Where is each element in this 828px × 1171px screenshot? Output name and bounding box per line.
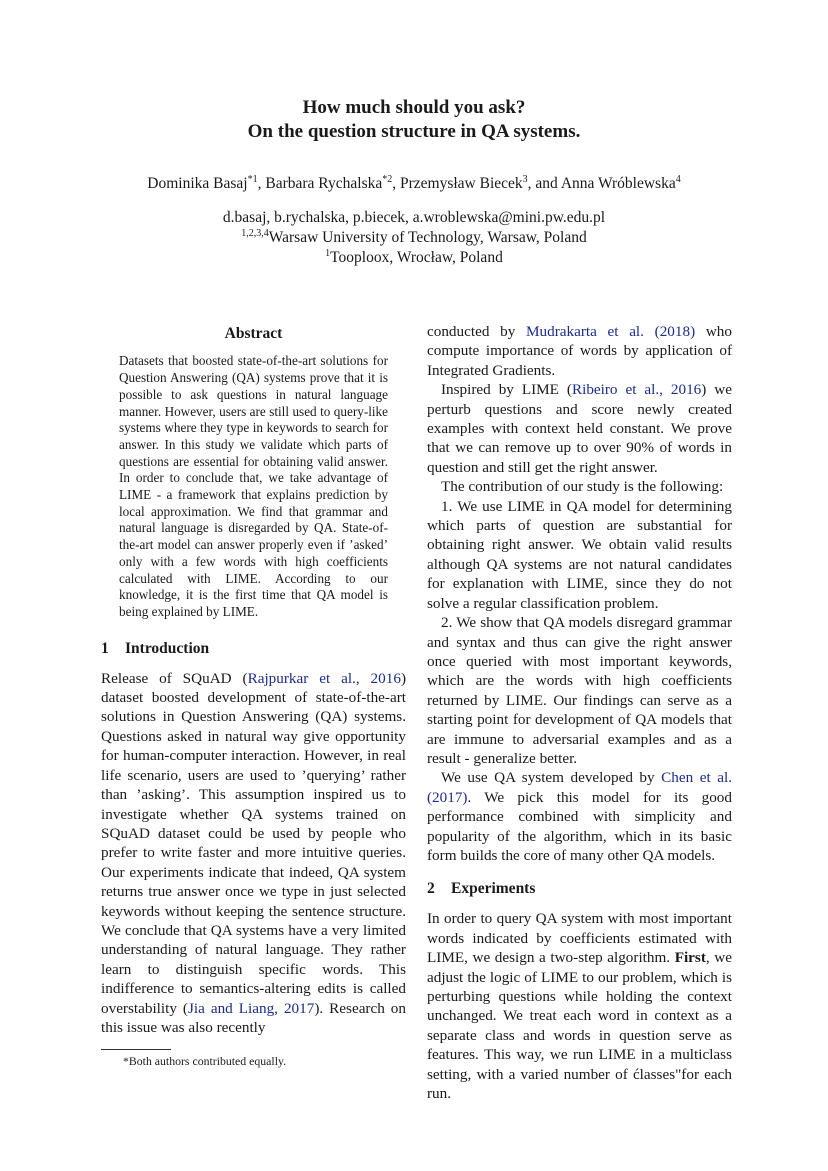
text-run: Inspired by LIME ( bbox=[441, 381, 572, 399]
affiliations bbox=[0, 208, 828, 268]
right-column bbox=[427, 322, 732, 1103]
abstract-text: Datasets that boosted state-of-the-art solutions for Question Answering (QA) systems prove that it is possible to ask questions in natural language manner. However, users are still used to query-like systems where they type in keywords to search for answer. In this study we validate which parts of questions are essential for obtaining valid answer. In order to conclude that, we take advantage of LIME - a framework that explains prediction by local approximation. We find that grammar and natural language is disregarded by QA. State-of-the-art model can answer properly even if ’asked’ only with a few words with high coefficients calculated with LIME. According to our knowledge, it is the first time that QA model is being explained by LIME. bbox=[119, 353, 388, 619]
text-run: . We pick this model for its good performance combined with simplicity and popularity of the algorithm, which in its basic form builds the core of many other QA models. bbox=[427, 788, 732, 864]
author-affil-mark: 3 bbox=[522, 174, 528, 185]
section-title: Introduction bbox=[125, 639, 210, 657]
text-run: We use QA system developed by bbox=[441, 769, 662, 787]
paragraph: The contribution of our study is the following: bbox=[441, 478, 724, 496]
author-separator: , bbox=[392, 175, 400, 192]
text-run: In order to query QA system with most important words indicated by coefficients estimated with LIME, we design a two-step algorithm. bbox=[427, 910, 732, 967]
citation-link[interactable]: Ribeiro et al., 2016 bbox=[571, 381, 702, 399]
text-run: Release of SQuAD ( bbox=[101, 669, 248, 687]
bold-text: First bbox=[674, 949, 706, 967]
section-heading-experiments bbox=[427, 879, 732, 899]
citation-link[interactable]: Mudrakarta et al. (2018) bbox=[526, 323, 696, 340]
affiliation-text: Warsaw University of Technology, Warsaw, Poland bbox=[268, 229, 587, 246]
footnote: *Both authors contributed equally. bbox=[123, 1054, 287, 1069]
contribution-item: 2. We show that QA models disregard grammar and syntax and thus can give the right answer once queried with most important keywords, which are the words with high coefficients returned by LIME. Our findings can serve as a starting point for development of QA models that are immune to adversarial examples and as a result - generalize better. bbox=[427, 614, 732, 767]
author-name: Barbara Rychalska bbox=[265, 175, 383, 192]
paper-title bbox=[0, 96, 828, 144]
abstract-heading: Abstract bbox=[224, 325, 283, 342]
left-column bbox=[101, 322, 406, 1069]
author-emails: d.basaj, b.rychalska, p.biecek, a.wroblewska@mini.pw.edu.pl bbox=[222, 209, 606, 226]
paragraph bbox=[427, 380, 732, 477]
text-run: , we adjust the logic of LIME to our problem, which is perturbing questions while holding the context unchanged. We treat each word in context as a separate class and words in question serve as features. This way, we run LIME in a multiclass setting, with a varied number of ćlasses"for each run. bbox=[427, 949, 732, 1103]
section-number: 1 bbox=[101, 639, 109, 657]
title-line-2: On the question structure in QA systems. bbox=[247, 121, 581, 142]
author-list bbox=[0, 174, 828, 194]
author-separator: , and bbox=[527, 175, 561, 192]
section-heading-introduction bbox=[101, 639, 406, 659]
text-run: who compute importance of words by application of Integrated Gradients. bbox=[427, 323, 732, 379]
author-name: Dominika Basaj bbox=[147, 175, 248, 192]
paragraph bbox=[427, 909, 732, 1103]
text-run: ) we perturb questions and score newly created examples with context held constant. We prove that we can remove up to over 90% of words in question and still get the right answer. bbox=[427, 381, 732, 476]
author-separator: , bbox=[257, 175, 266, 192]
title-line-1: How much should you ask? bbox=[302, 97, 526, 118]
footnote-rule bbox=[101, 1049, 171, 1050]
author-name: Przemysław Biecek bbox=[399, 175, 523, 192]
citation-link[interactable]: Chen et al. (2017) bbox=[427, 769, 732, 806]
author-affil-mark: *2 bbox=[382, 174, 393, 185]
paragraph bbox=[427, 322, 732, 380]
citation-link[interactable]: Rajpurkar et al., 2016 bbox=[247, 669, 401, 687]
affil-mark: 1 bbox=[325, 248, 331, 259]
author-affil-mark: 4 bbox=[675, 174, 681, 185]
text-run: conducted by bbox=[427, 323, 526, 340]
paragraph bbox=[427, 768, 732, 865]
text-run: ). Research on this issue was also recently bbox=[101, 999, 406, 1036]
affiliation-text: Tooploox, Wrocław, Poland bbox=[330, 249, 503, 266]
intro-paragraph bbox=[101, 669, 406, 1038]
author-affil-mark: *1 bbox=[247, 174, 258, 185]
contribution-item: 1. We use LIME in QA model for determining which parts of question are substantial for obtaining right answer. We obtain valid results although QA systems are not natural candidates for explanation with LIME, since they do not solve a regular classification problem. bbox=[427, 497, 732, 612]
section-number: 2 bbox=[427, 880, 435, 898]
text-run: ) dataset boosted development of state-of-the-art solutions in Question Answering (QA) systems. Questions asked in natural way give opportunity for human-computer interaction. However, in real life scenario, users are used to ’querying’ rather than ’asking’. This assumption inspired us to investigate whether QA systems trained on SQuAD dataset could be used by people who prefer to write faster and more intuitive queries. Our experiments indicate that indeed, QA system returns true answer once we type in just selected keywords without keeping the sentence structure. We conclude that QA systems have a very limited understanding of natural language. They rather learn to distinguish specific words. This indifference to semantics-altering edits is called overstability ( bbox=[101, 669, 406, 1017]
affil-mark: 1,2,3,4 bbox=[241, 228, 269, 239]
affiliation-2 bbox=[0, 248, 828, 268]
affiliation-1 bbox=[0, 228, 828, 248]
citation-link[interactable]: Jia and Liang, 2017 bbox=[187, 999, 315, 1017]
section-title: Experiments bbox=[451, 880, 536, 898]
author-name: Anna Wróblewska bbox=[560, 175, 676, 192]
